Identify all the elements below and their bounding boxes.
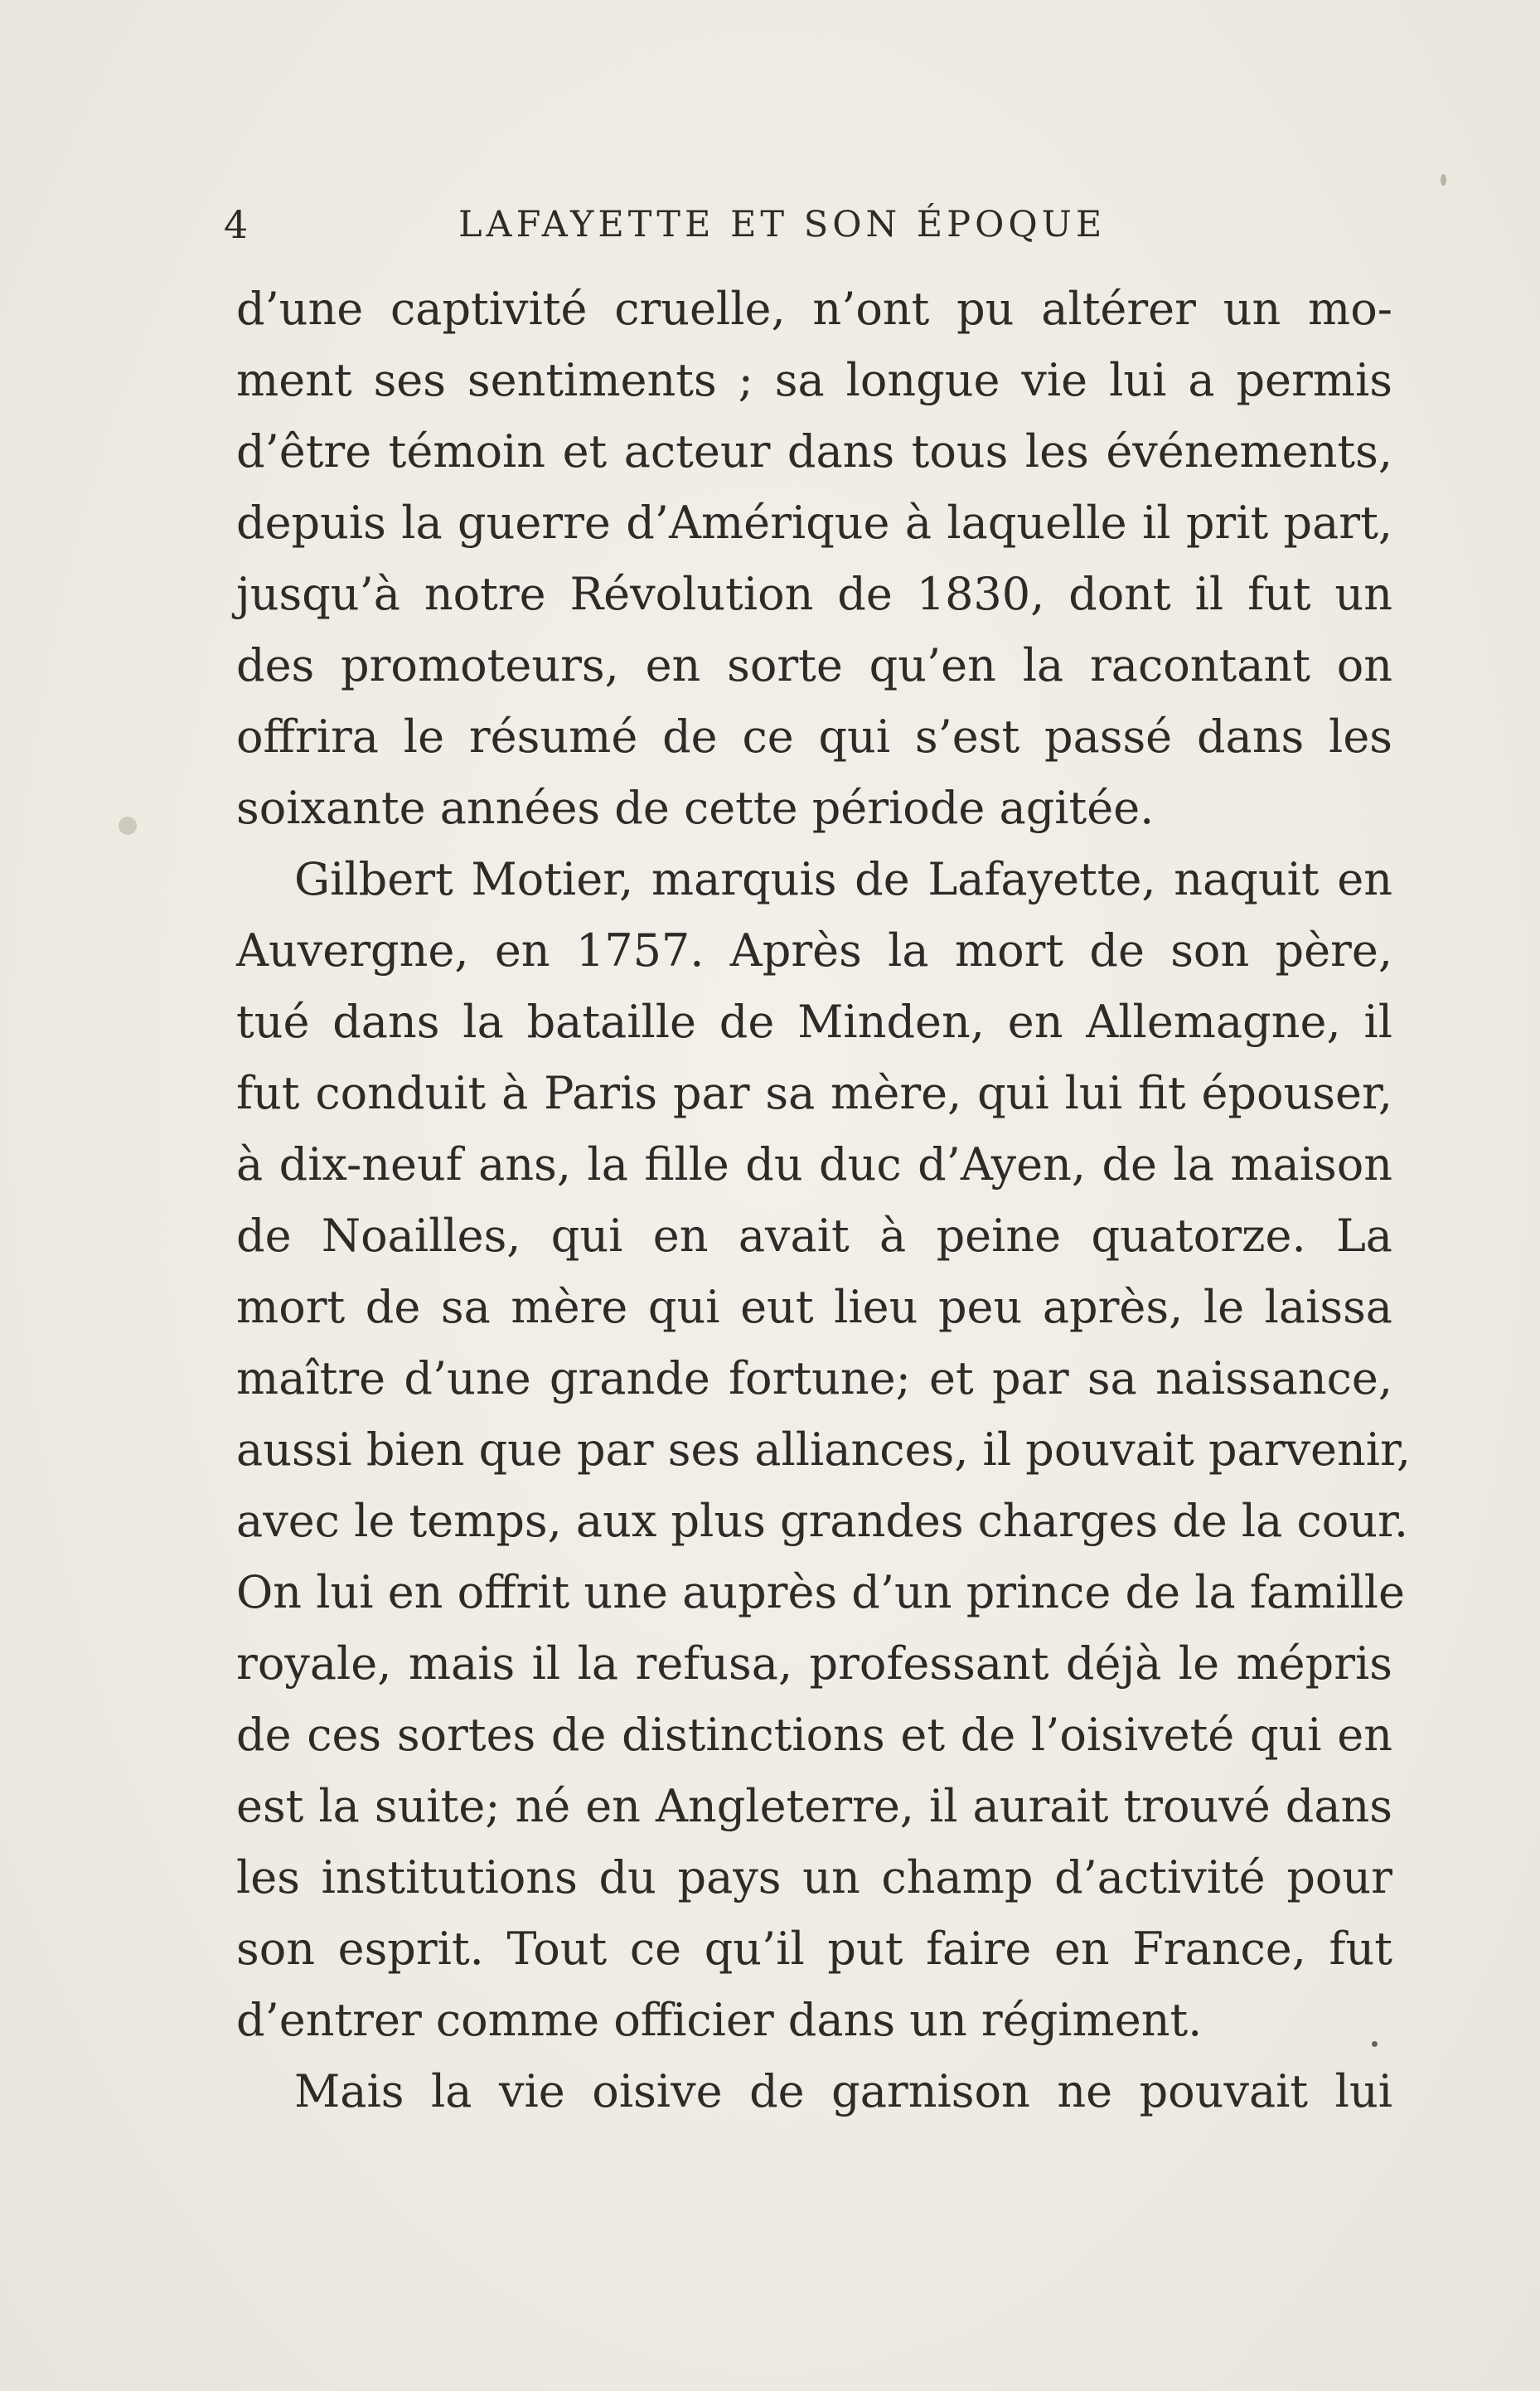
text-line: de ces sortes de distinctions et de l’oisiveté qui en [236,1709,1392,1761]
text-line: les institutions du pays un champ d’activité pour [236,1851,1392,1904]
text-line: Auvergne, en 1757. Après la mort de son père, [236,924,1392,977]
text-line: d’être témoin et acteur dans tous les événements, [236,425,1392,478]
text-line: depuis la guerre d’Amérique à laquelle il prit part, [236,497,1392,549]
text-line: tué dans la bataille de Minden, en Allemagne, il [236,996,1392,1048]
text-line: jusqu’à notre Révolution de 1830, dont il fut un [236,568,1392,620]
page-number: 4 [224,202,249,247]
text-line: d’une captivité cruelle, n’ont pu altérer un mo- [236,283,1392,335]
text-line: ment ses sentiments ; sa longue vie lui a permis [236,354,1392,406]
text-line: à dix-neuf ans, la fille du duc d’Ayen, de la maison [236,1138,1392,1191]
text-line: des promoteurs, en sorte qu’en la racontant on [236,639,1392,691]
text-line: soixante années de cette période agitée. [236,782,1155,834]
text-line: fut conduit à Paris par sa mère, qui lui fit épouser, [236,1067,1392,1119]
text-line: est la suite; né en Angleterre, il aurait trouvé dans [236,1780,1392,1832]
text-line: aussi bien que par ses alliances, il pouvait parvenir, [236,1423,1412,1476]
body-text [236,274,1412,2127]
text-line: d’entrer comme officier dans un régiment. [236,1994,1203,2046]
paper-speck [119,817,137,835]
text-line: Gilbert Motier, marquis de Lafayette, naquit en [294,853,1392,905]
text-line: offrira le résumé de ce qui s’est passé dans les [236,711,1392,763]
running-head [224,199,1160,250]
text-line: Mais la vie oisive de garnison ne pouvait lui [294,2065,1392,2117]
text-line: de Noailles, qui en avait à peine quatorze. La [236,1210,1392,1262]
running-title: LAFAYETTE ET SON ÉPOQUE [458,204,1107,245]
text-line: royale, mais il la refusa, professant déjà le mépris [236,1637,1392,1690]
text-line: avec le temps, aux plus grandes charges de la cour. [236,1495,1409,1547]
text-line: maître d’une grande fortune; et par sa naissance, [236,1352,1392,1404]
paper-speck [1441,174,1446,186]
text-line: son esprit. Tout ce qu’il put faire en France, fut [236,1923,1392,1975]
text-line: On lui en offrit une auprès d’un prince de la famille [236,1566,1406,1618]
text-line: mort de sa mère qui eut lieu peu après, le laissa [236,1281,1392,1333]
